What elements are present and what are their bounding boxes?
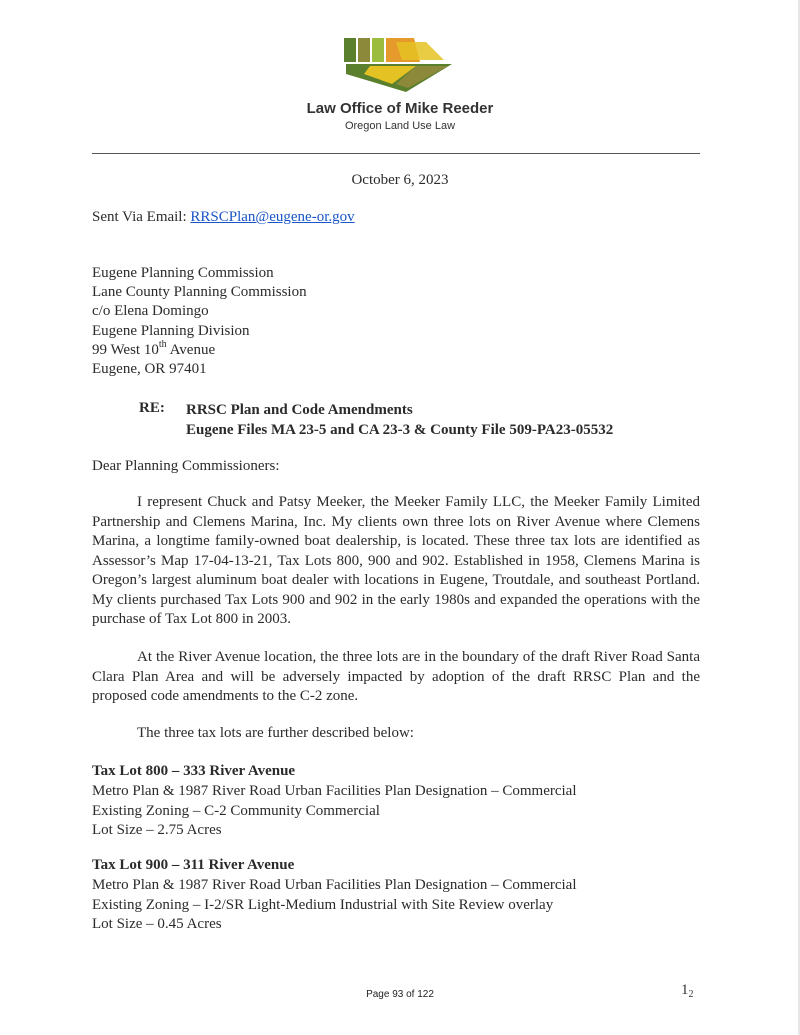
letter-date: October 6, 2023 xyxy=(351,172,449,188)
lot-900-title: Tax Lot 900 – 311 River Avenue xyxy=(92,857,295,873)
street-number: 99 West 10 xyxy=(92,341,159,358)
logo-stripe-lightgreen xyxy=(372,38,384,62)
recipient-address xyxy=(92,264,307,379)
body-paragraph-2: At the River Avenue location, the three lots are in the boundary of the draft River Road Santa Clara Plan Area and will be adversely impacted by adoption of the draft RRSC Plan and the proposed code amendments to the C-2 zone. xyxy=(92,649,700,704)
email-link[interactable]: RRSCPlan@eugene-or.gov xyxy=(190,209,355,225)
page-number-sub: 2 xyxy=(688,989,694,1000)
firm-name: Law Office of Mike Reeder xyxy=(306,100,494,117)
logo-stripe-yellow xyxy=(396,42,444,60)
street-suffix: th xyxy=(158,338,167,350)
lot-zoning: Existing Zoning – C-2 Community Commercial xyxy=(92,802,380,819)
sent-via-line xyxy=(92,208,355,227)
logo-stripe-green xyxy=(344,38,356,62)
sent-via-label: Sent Via Email: xyxy=(92,209,191,225)
re-label: RE: xyxy=(139,400,165,416)
re-line-1: RRSC Plan and Code Amendments xyxy=(186,402,413,418)
re-line-2: Eugene Files MA 23-5 and CA 23-3 & County File 509-PA23-05532 xyxy=(186,422,614,438)
re-subject xyxy=(186,400,613,440)
lot-designation: Metro Plan & 1987 River Road Urban Facilities Plan Designation – Commercial xyxy=(92,877,577,893)
header-divider xyxy=(92,153,700,154)
lot-zoning: Existing Zoning – I-2/SR Light-Medium Industrial with Site Review overlay xyxy=(92,896,554,913)
recipient-line: Eugene, OR 97401 xyxy=(92,361,207,378)
firm-logo xyxy=(336,34,456,98)
recipient-line: Eugene Planning Division xyxy=(92,322,250,339)
lot-800-title: Tax Lot 800 – 333 River Avenue xyxy=(92,763,296,779)
lot-900-details xyxy=(92,876,577,935)
salutation: Dear Planning Commissioners: xyxy=(92,458,280,474)
body-paragraph-1: I represent Chuck and Patsy Meeker, the Meeker Family LLC, the Meeker Family Limited Partnership and Clemens Marina, Inc. My clients own three lots on River Avenue where Clemens Marina, a longtime family-owned boat dealership, is located. These three tax lots are identified as Assessor’s Map 17-04-13-21, Tax Lots 800, 900 and 902. Established in 1958, Clemens Marina is Oregon’s largest aluminum boat dealer with locations in Eugene, Troutdale, and southeast Portland. My clients purchased Tax Lots 900 and 902 in the early 1980s and expanded the operations with the purchase of Tax Lot 800 in 2003. xyxy=(92,494,700,627)
page-footer: Page 93 of 122 xyxy=(366,989,434,1000)
lot-800-details xyxy=(92,782,577,841)
page-number-main: 1 xyxy=(681,982,689,998)
body-paragraph-3: The three tax lots are further described below: xyxy=(137,725,414,741)
recipient-line: Lane County Planning Commission xyxy=(92,284,307,301)
logo-stripe-olive xyxy=(358,38,370,62)
lot-designation: Metro Plan & 1987 River Road Urban Facilities Plan Designation – Commercial xyxy=(92,783,577,799)
recipient-street xyxy=(92,338,307,360)
recipient-line: Eugene Planning Commission xyxy=(92,265,274,281)
street-name: Avenue xyxy=(166,341,216,358)
recipient-line: c/o Elena Domingo xyxy=(92,303,209,320)
lot-size: Lot Size – 2.75 Acres xyxy=(92,822,222,838)
lot-size: Lot Size – 0.45 Acres xyxy=(92,916,222,932)
firm-tagline: Oregon Land Use Law xyxy=(344,120,456,132)
page-number xyxy=(681,982,694,999)
